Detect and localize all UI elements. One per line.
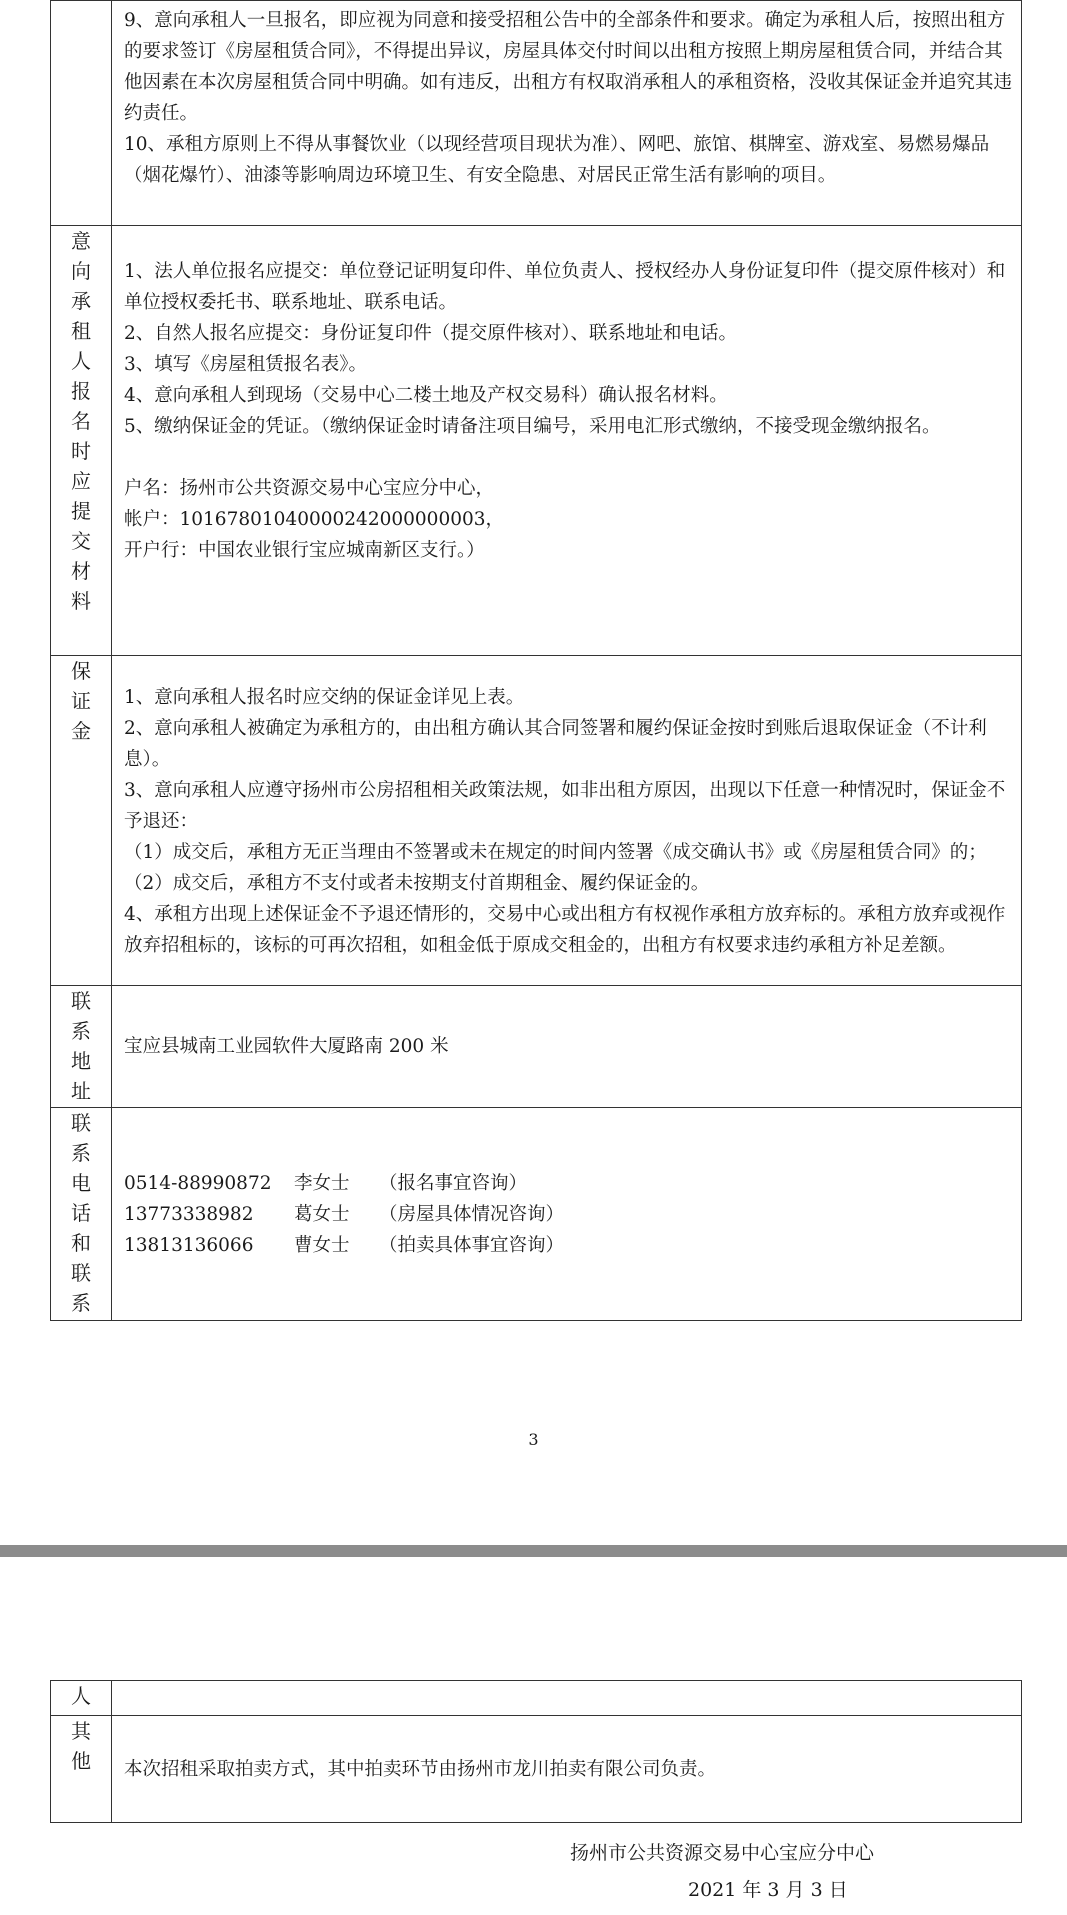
- other-text: 本次招租采取拍卖方式，其中拍卖环节由扬州市龙川拍卖有限公司负责。: [124, 1758, 717, 1780]
- material-3: 3、填写《房屋租赁报名表》。: [124, 354, 368, 375]
- material-2: 2、自然人报名应提交：身份证复印件（提交原件核对）、联系地址和电话。: [124, 323, 738, 344]
- signature-org: 扬州市公共资源交易中心宝应分中心: [570, 1842, 875, 1864]
- contact-note: （拍卖具体事宜咨询）: [379, 1234, 565, 1256]
- row-terms: [51, 1, 1022, 226]
- contact-row: [112, 1168, 1021, 1199]
- account-name: 户名：扬州市公共资源交易中心宝应分中心，: [124, 478, 495, 499]
- contact-name: 李女士: [294, 1172, 350, 1194]
- row-other: [51, 1716, 1022, 1823]
- row-person-label: 人: [51, 1681, 112, 1716]
- term-10: 10、承租方原则上不得从事餐饮业（以现经营项目现状为准）、网吧、旅馆、棋牌室、游戏室、易燃易爆品（烟花爆竹）、油漆等影响周边环境卫生、有安全隐患、对居民正常生活有影响的项目。: [124, 134, 990, 186]
- page-number: 3: [528, 1430, 539, 1449]
- contact-phone: 13773338982: [124, 1203, 254, 1225]
- material-4: 4、意向承租人到现场（交易中心二楼土地及产权交易科）确认报名材料。: [124, 385, 728, 406]
- row-deposit: [51, 656, 1022, 986]
- row-terms-label: [51, 1, 112, 226]
- contact-row: [112, 1199, 1021, 1230]
- lease-terms-table: [50, 0, 1022, 1321]
- row-person: [51, 1681, 1022, 1716]
- row-deposit-content: [112, 656, 1022, 986]
- contact-note: （房屋具体情况咨询）: [379, 1203, 565, 1225]
- row-materials: [51, 226, 1022, 656]
- row-other-label: 其他: [51, 1716, 112, 1823]
- row-contacts: [51, 1108, 1022, 1321]
- contact-phone: 0514-88990872: [124, 1172, 272, 1194]
- deposit-3-2: （2）成交后，承租方不支付或者未按期支付首期租金、履约保证金的。: [124, 873, 710, 894]
- lease-terms-table-continued: [50, 1680, 1022, 1823]
- row-contacts-label: 联系电话和联系: [51, 1108, 112, 1321]
- row-terms-content: [112, 1, 1022, 226]
- material-1: 1、法人单位报名应提交：单位登记证明复印件、单位负责人、授权经办人身份证复印件（提交原件核对）和单位授权委托书、联系地址、联系电话。: [124, 261, 1006, 313]
- account-bank: 开户行：中国农业银行宝应城南新区支行。）: [124, 540, 485, 561]
- row-person-content: [112, 1681, 1022, 1716]
- row-address: [51, 986, 1022, 1108]
- contact-name: 曹女士: [294, 1234, 350, 1256]
- material-5: 5、缴纳保证金的凭证。（缴纳保证金时请备注项目编号，采用电汇形式缴纳，不接受现金缴纳报名。: [124, 416, 941, 437]
- row-materials-label: 意向承租人报名时应提交材料: [51, 226, 112, 656]
- page-divider: [0, 1545, 1067, 1557]
- row-address-label: 联系地址: [51, 986, 112, 1108]
- deposit-3: 3、意向承租人应遵守扬州市公房招租相关政策法规，如非出租方原因，出现以下任意一种情况时，保证金不予退还：: [124, 780, 1006, 832]
- row-deposit-label: 保证金: [51, 656, 112, 986]
- deposit-3-1: （1）成交后，承租方无正当理由不签署或未在规定的时间内签署《成交确认书》或《房屋租赁合同》的；: [124, 842, 987, 863]
- address-text: 宝应县城南工业园软件大厦路南 200 米: [124, 1036, 449, 1057]
- account-number: 帐户：10167801040000242000000003，: [124, 509, 505, 530]
- row-materials-content: [112, 226, 1022, 656]
- row-contacts-content: [112, 1108, 1022, 1321]
- contact-row: [112, 1230, 1021, 1261]
- term-9: 9、意向承租人一旦报名，即应视为同意和接受招租公告中的全部条件和要求。确定为承租人后，按照出租方的要求签订《房屋租赁合同》，不得提出异议，房屋具体交付时间以出租方按照上期房屋租赁合同，并结合其他因素在本次房屋租赁合同中明确。如有违反，出租方有权取消承租人的承租资格，没收其保证金并追究其违约责任。: [124, 10, 1013, 124]
- contact-phone: 13813136066: [124, 1234, 254, 1256]
- row-other-content: [112, 1716, 1022, 1823]
- deposit-2: 2、意向承租人被确定为承租方的，由出租方确认其合同签署和履约保证金按时到账后退取保证金（不计利息）。: [124, 718, 987, 770]
- contact-name: 葛女士: [294, 1203, 350, 1225]
- signature-date: 2021 年 3 月 3 日: [688, 1879, 848, 1901]
- deposit-1: 1、意向承租人报名时应交纳的保证金详见上表。: [124, 687, 525, 708]
- contact-note: （报名事宜咨询）: [379, 1172, 528, 1194]
- deposit-4: 4、承租方出现上述保证金不予退还情形的，交易中心或出租方有权视作承租方放弃标的。承租方放弃或视作放弃招租标的，该标的可再次招租，如租金低于原成交租金的，出租方有权要求违约承租方补足差额。: [124, 904, 1006, 956]
- row-address-content: [112, 986, 1022, 1108]
